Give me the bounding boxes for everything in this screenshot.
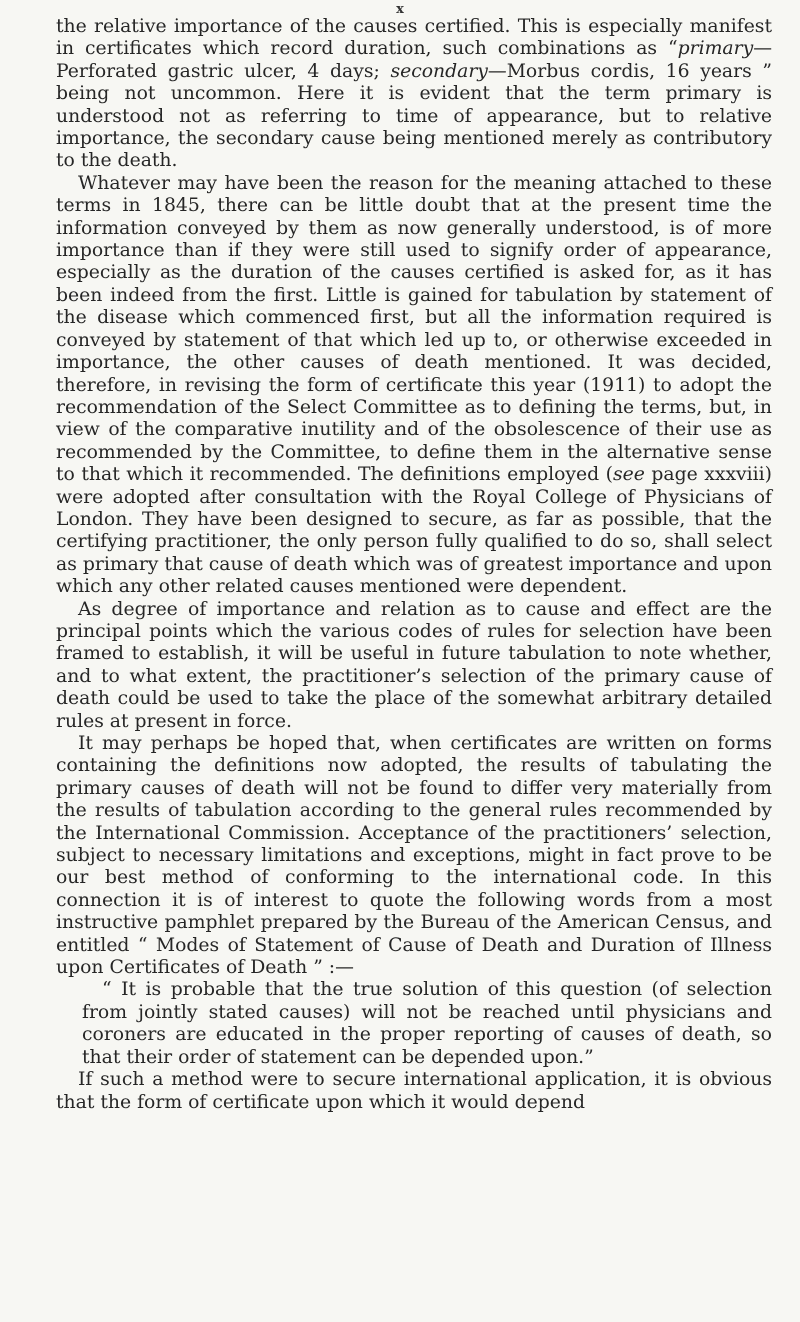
paragraph-4: It may perhaps be hoped that, when certificates are written on forms containing the definitions now adopted, the results of tabulating the primary causes of death will not be found to differ very materially from the results of tabulation according to the general rules recommended by the International Commission. Acceptance of the practitioners’ selection, subject to necessary limitations and exceptions, might in fact prove to be our best method of conforming to the international code. In this connection it is of interest to quote the following words from a most instructive pamphlet prepared by the Bureau of the American Census, and entitled “ Modes of Statement of Cause of Death and Duration of Illness upon Certificates of Death ” :—	[56, 733, 772, 979]
paragraph-1-emphasis-secondary: secondary	[390, 60, 488, 82]
paragraph-2	[56, 173, 772, 599]
paragraph-5: If such a method were to secure international application, it is obvious that the form of certificate upon which it would depend	[56, 1069, 772, 1113]
block-quote: “ It is probable that the true solution of this question (of selection from jointly stated causes) will not be reached until physicians and coroners are educated in the proper reporting of causes of death, so that their order of statement can be depended upon.”	[82, 979, 772, 1068]
paragraph-2-emphasis-see: see	[613, 464, 645, 486]
paragraph-3: As degree of importance and relation as to cause and effect are the principal points which the various codes of rules for selection have been framed to establish, it will be useful in future tabulation to note whether, and to what extent, the practitioner’s selection of the primary cause of death could be used to take the place of the somewhat arbitrary detailed rules at present in force.	[56, 598, 772, 732]
page-number: x	[396, 2, 404, 17]
paragraph-1-text-a: the relative importance of the causes certified. This is especially manifest in certificates which record duration, such combinations as “	[56, 16, 772, 60]
paragraph-1-text-e: —Morbus cordis, 16 years ” being not uncommon. Here it is evident that the term primary is understood not as referring to time of appearance, but to relative importance, the secondary cause being mentioned merely as contributory to the death.	[56, 60, 772, 172]
body-text	[56, 16, 772, 1114]
paragraph-1	[56, 16, 772, 173]
paragraph-2-text-a: Whatever may have been the reason for the meaning attached to these terms in 1845, there can be little doubt that at the present time the information conveyed by them as now generally understood, is of more importance than if they were still used to signify order of appearance, especially as the duration of the causes certified is asked for, as it has been indeed from the first. Little is gained for tabulation by statement of the disease which commenced first, but all the information required is conveyed by statement of that which led up to, or otherwise exceeded in importance, the other causes of death mentioned. It was decided, therefore, in revising the form of certificate this year (1911) to adopt the recommendation of the Select Committee as to defining the terms, but, in view of the comparative inutility and of the obsolescence of their use as recommended by the Committee, to define them in the alternative sense to that which it recommended. The definitions employed (	[56, 172, 772, 486]
paragraph-2-text-c: page xxxviii) were adopted after consultation with the Royal College of Physicians of London. They have been designed to secure, as far as possible, that the certifying practitioner, the only person fully qualified to do so, shall select as primary that cause of death which was of greatest importance and upon which any other related causes mentioned were dependent.	[56, 464, 772, 598]
paragraph-1-emphasis-primary: primary	[677, 38, 754, 60]
paragraph-1-text-c: —Perforated gastric ulcer, 4 days;	[56, 38, 772, 82]
